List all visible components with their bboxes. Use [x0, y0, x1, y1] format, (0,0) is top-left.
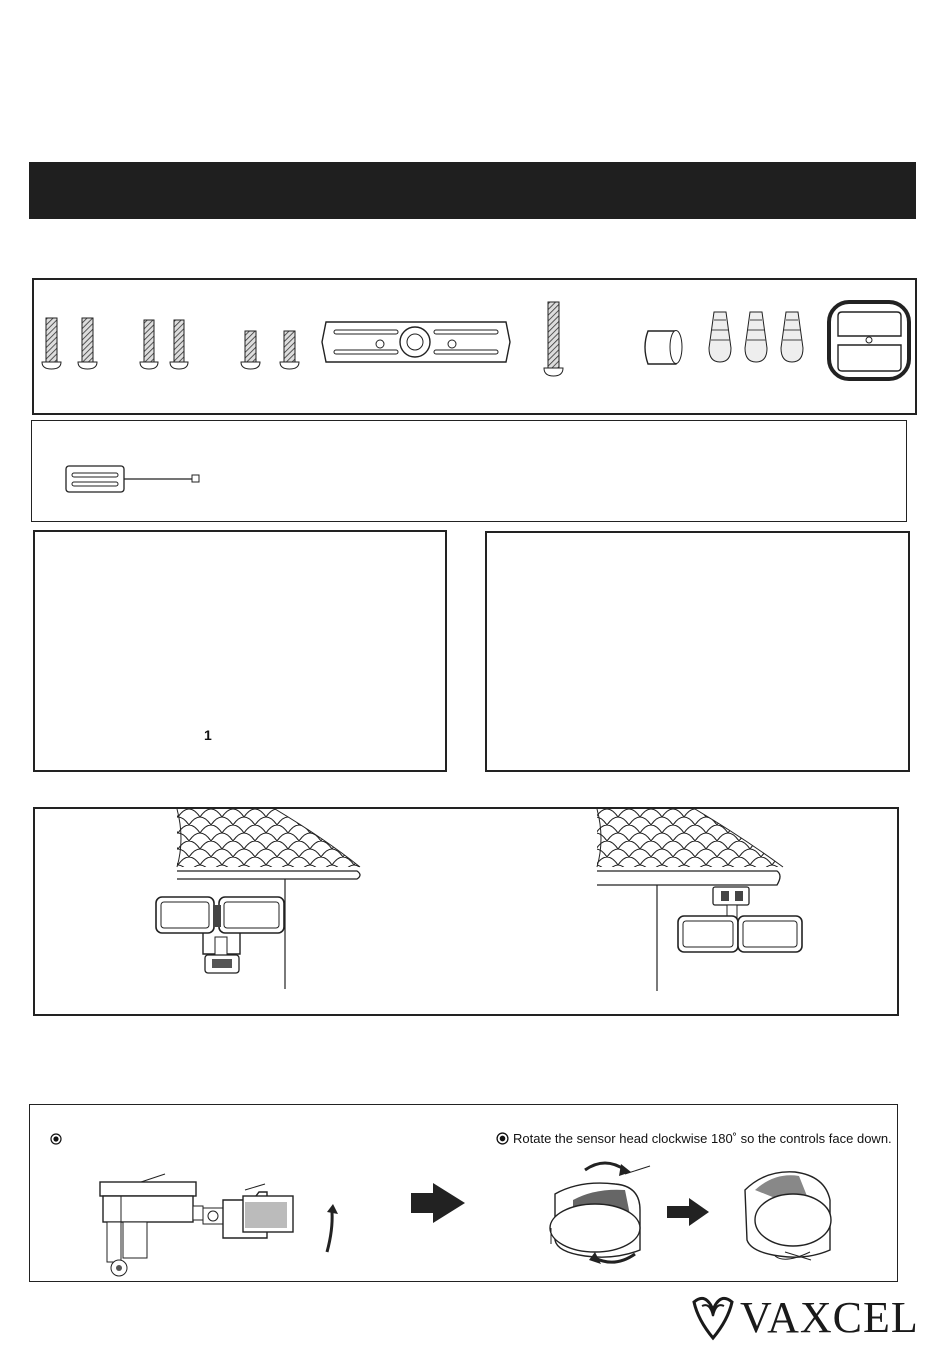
- sensor-instruction: [496, 1131, 892, 1146]
- curved-arrow-icon: [327, 1212, 332, 1252]
- sensor-head-rotated-icon: [745, 1172, 831, 1260]
- short-screw-icon: [241, 331, 299, 369]
- hardware-box: [32, 278, 917, 415]
- wire-connector-icon: [709, 312, 803, 362]
- bullet-target-icon: [50, 1133, 62, 1145]
- gasket-icon: [829, 302, 909, 379]
- instruction-box-left: [33, 530, 447, 772]
- roof-eave-icon: [597, 809, 783, 991]
- mounting-positions-illustration: [35, 809, 897, 1014]
- tool-box: [31, 420, 907, 522]
- cap-nut-icon: [645, 331, 682, 365]
- bullet-target-icon: [496, 1132, 509, 1145]
- fixture-side-view-icon: [100, 1174, 293, 1276]
- long-screw-icon: [544, 302, 563, 376]
- mounting-orientation-box: [33, 807, 899, 1016]
- sensor-head-icon: [550, 1163, 650, 1264]
- sensor-instruction-text: Rotate the sensor head clockwise 180˚ so the controls face down.: [513, 1131, 892, 1146]
- arrow-right-icon: [411, 1183, 465, 1223]
- brand-logo-text: VAXCEL: [740, 1293, 919, 1342]
- instruction-box-right: [485, 531, 910, 772]
- section-header-bar: [29, 162, 916, 219]
- step-number: 1: [204, 727, 212, 743]
- floodlight-eave-icon: [678, 887, 802, 952]
- mounting-screw-icon: [42, 318, 97, 369]
- floodlight-wall-icon: [156, 897, 284, 973]
- vaxcel-logo-icon: [690, 1292, 736, 1344]
- brand-logo: [690, 1290, 922, 1346]
- screwdriver-icon: [32, 421, 905, 520]
- hardware-illustration: [34, 280, 915, 413]
- sensor-rotation-illustration: [95, 1160, 875, 1280]
- mounting-crossbar-icon: [322, 322, 510, 362]
- mounting-screw-icon: [140, 320, 188, 369]
- arrow-right-icon: [667, 1198, 709, 1226]
